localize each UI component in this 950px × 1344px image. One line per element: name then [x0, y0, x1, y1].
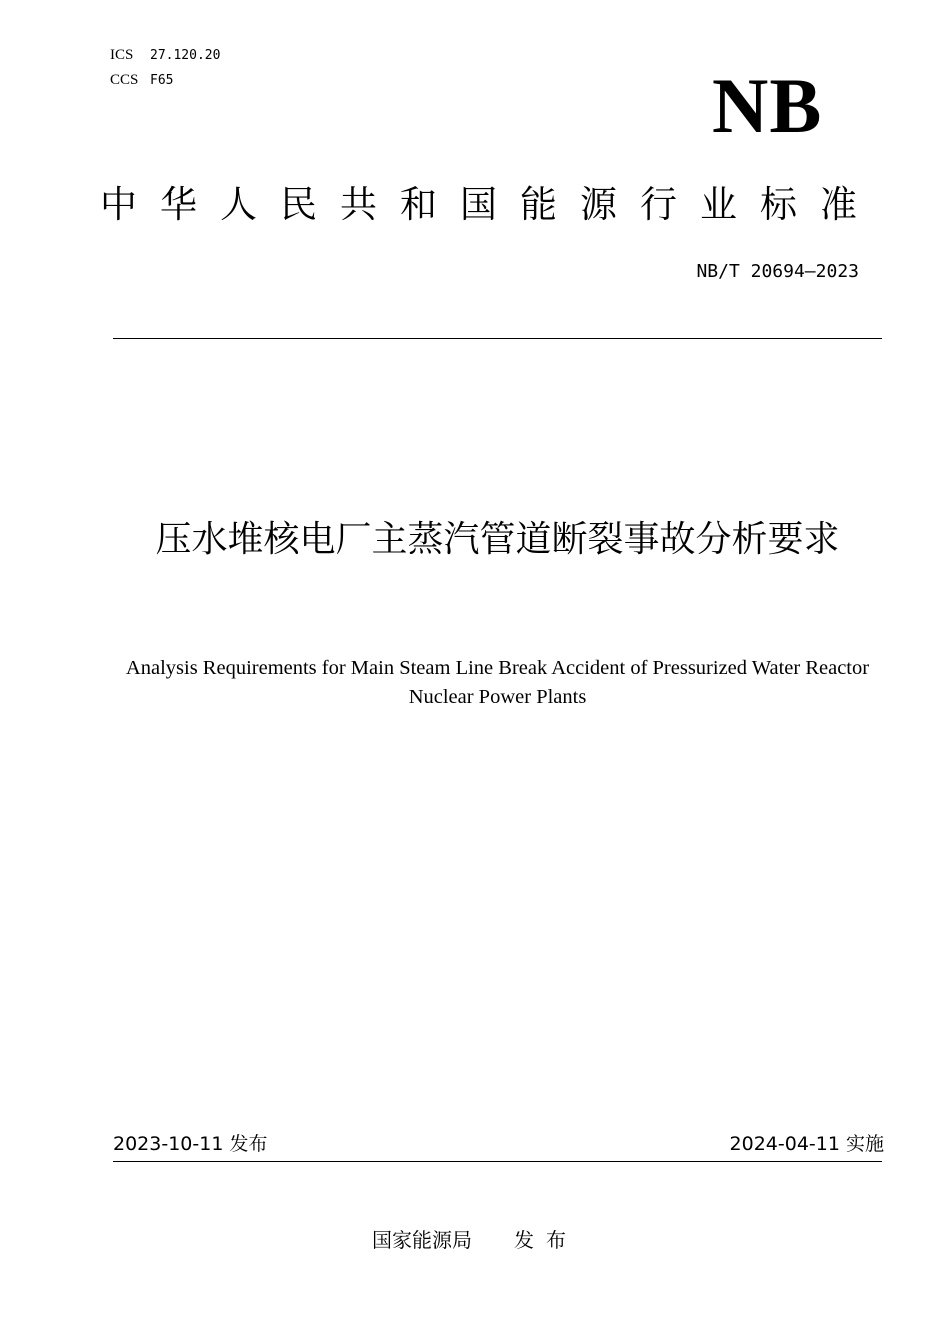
footer-divider [113, 1161, 882, 1162]
header-divider [113, 338, 882, 339]
ics-label: ICS [110, 47, 134, 63]
document-title-english: Analysis Requirements for Main Steam Line Break Accident of Pressurized Water Reactor Nuclear Power Plants [125, 657, 870, 708]
ccs-label: CCS [110, 72, 139, 88]
standard-number: NB/T 20694—2023 [696, 261, 859, 282]
publisher-name: 国家能源局 [372, 1228, 472, 1252]
issue-date: 2023-10-11 发布 [113, 1133, 268, 1155]
industry-standard-title: 中华人民共和国能源行业标准 [100, 183, 880, 226]
ccs-code: F65 [150, 73, 174, 88]
ics-code: 27.120.20 [150, 48, 221, 63]
nb-logo: NB [712, 62, 823, 149]
publisher-line [0, 1226, 950, 1254]
implementation-date: 2024-04-11 实施 [729, 1133, 884, 1155]
publisher-action: 发布 [514, 1228, 578, 1252]
document-title-chinese: 压水堆核电厂主蒸汽管道断裂事故分析要求 [155, 519, 840, 560]
